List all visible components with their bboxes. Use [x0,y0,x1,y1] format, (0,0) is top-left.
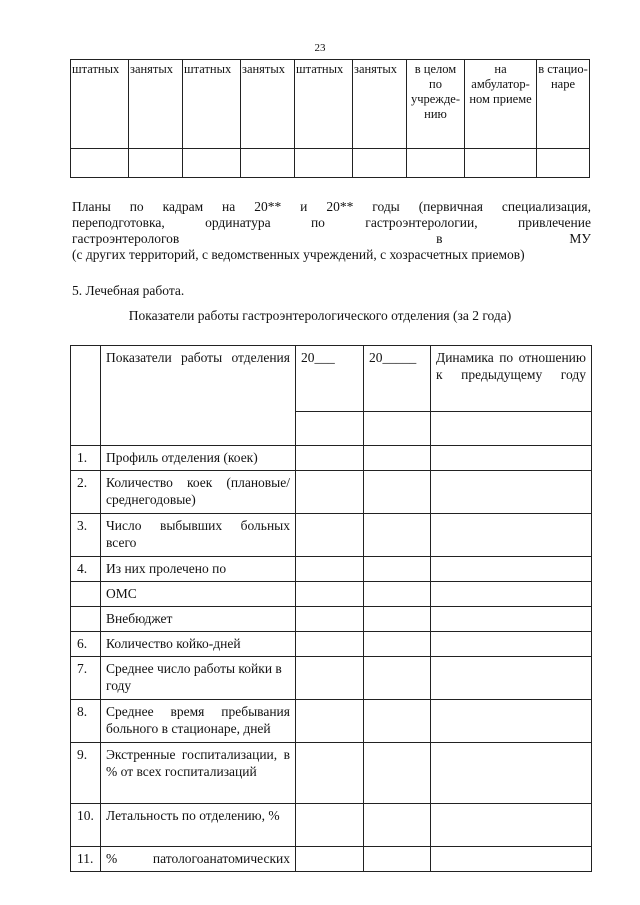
row-label: Число выбывших больных всего [101,514,296,557]
staff-header-cell: на амбулатор-ном приеме [465,60,537,149]
row-num: 10. [71,804,101,847]
header-year2-cell: 20_____ [364,346,431,412]
row-value [364,607,431,632]
row-value [296,471,364,514]
row-value [296,607,364,632]
row-label: Летальность по отделению, % [101,804,296,847]
row-value [364,582,431,607]
plans-word: в [436,231,443,246]
row-value [431,607,592,632]
staff-header-cell: занятых [241,60,295,149]
header-num-cell [71,346,101,446]
indicators-table [70,345,592,872]
row-value [364,471,431,514]
plans-word: МУ [569,231,591,246]
row-value [296,582,364,607]
header-indicator-cell: Показатели работы отделения [101,346,296,446]
staff-header-cell: штатных [183,60,241,149]
row-value [296,804,364,847]
plans-paragraph [72,199,591,263]
staff-cell [183,149,241,178]
table-row [71,700,592,743]
row-value [431,471,592,514]
row-num: 9. [71,743,101,804]
staff-header-cell: штатных [295,60,353,149]
row-value [431,700,592,743]
row-value [364,446,431,471]
row-label: Экстренные госпитализации, в % от всех госпитализаций [101,743,296,804]
staff-cell [537,149,590,178]
staff-header-cell: занятых [353,60,407,149]
indicators-header-row [71,346,592,412]
staff-header-cell: в целом по учрежде-нию [407,60,465,149]
row-label: Количество коек (плановые/среднегодовые) [101,471,296,514]
subheader-cell [296,412,364,446]
staff-empty-row [71,149,590,178]
row-value [364,657,431,700]
staff-cell [353,149,407,178]
row-value [364,557,431,582]
row-num: 4. [71,557,101,582]
row-label: Профиль отделения (коек) [101,446,296,471]
row-label: Среднее число работы койки в году [101,657,296,700]
row-value [364,632,431,657]
table-row [71,557,592,582]
row-num: 7. [71,657,101,700]
plans-word: гастроэнтерологов [72,231,180,246]
table-caption: Показатели работы гастроэнтерологического отделения (за 2 года) [128,308,512,323]
row-value [364,804,431,847]
table-row [71,632,592,657]
row-value [431,557,592,582]
staff-header-cell: штатных [71,60,129,149]
row-value [431,657,592,700]
row-value [431,446,592,471]
row-value [296,743,364,804]
staff-header-cell: в стацио-наре [537,60,590,149]
staff-header-row [71,60,590,149]
row-label: Среднее время пребывания больного в стационаре, дней [101,700,296,743]
staff-table [70,59,590,178]
table-row [71,804,592,847]
table-row [71,582,592,607]
subheader-cell [431,412,592,446]
row-num: 6. [71,632,101,657]
staff-cell [241,149,295,178]
row-value [431,514,592,557]
plans-line [72,231,591,247]
staff-cell [465,149,537,178]
row-value [296,514,364,557]
header-dynamics-cell: Динамика по отношению к предыдущему году [431,346,592,412]
row-label: % патологоанатомических [101,847,296,872]
subheader-cell [364,412,431,446]
table-row [71,471,592,514]
row-value [364,514,431,557]
row-value [364,743,431,804]
staff-header-cell: занятых [129,60,183,149]
row-value [431,582,592,607]
row-num: 3. [71,514,101,557]
row-value [431,743,592,804]
plans-line: Планы по кадрам на 20** и 20** годы (первичная специализация, [72,199,591,214]
table-row [71,847,592,872]
row-value [431,847,592,872]
row-value [296,700,364,743]
row-num: 8. [71,700,101,743]
row-label: ОМС [101,582,296,607]
row-value [364,700,431,743]
row-value [296,847,364,872]
plans-line: переподготовка, ординатура по гастроэнтерологии, привлечение [72,215,591,230]
row-value [431,804,592,847]
table-row [71,657,592,700]
row-label: Из них пролечено по [101,557,296,582]
staff-cell [129,149,183,178]
table-row [71,607,592,632]
row-num [71,607,101,632]
table-row [71,514,592,557]
row-num [71,582,101,607]
row-value [296,657,364,700]
row-label: Внебюджет [101,607,296,632]
row-num: 11. [71,847,101,872]
table-row [71,446,592,471]
row-value [296,446,364,471]
plans-line: (с других территорий, с ведомственных учреждений, с хозрасчетных приемов) [72,247,525,262]
table-row [71,743,592,804]
row-value [364,847,431,872]
header-year1-cell: 20___ [296,346,364,412]
row-value [431,632,592,657]
section-title: 5. Лечебная работа. [72,283,185,298]
row-num: 2. [71,471,101,514]
page-number: 23 [314,42,326,54]
row-num: 1. [71,446,101,471]
staff-cell [71,149,129,178]
staff-cell [407,149,465,178]
staff-cell [295,149,353,178]
row-value [296,557,364,582]
row-label: Количество койко-дней [101,632,296,657]
row-value [296,632,364,657]
